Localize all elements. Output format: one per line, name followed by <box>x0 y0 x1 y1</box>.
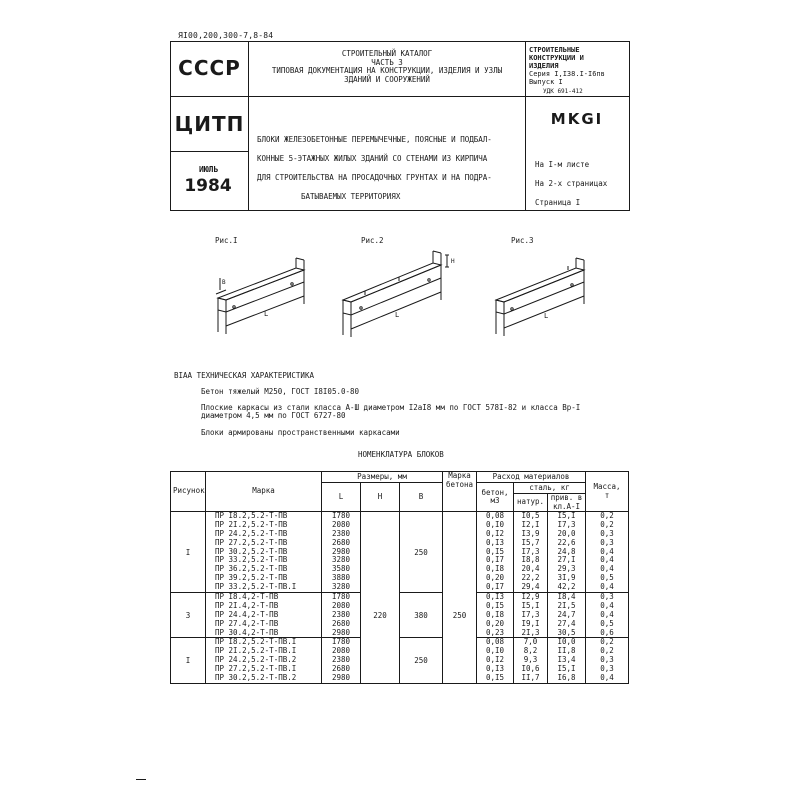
group-1-length: I780 2080 2380 2680 2980 3280 3580 3880 3280 <box>322 512 361 593</box>
spec-concrete: Бетон тяжелый М250, ГОСТ I8I05.0-80 <box>201 387 360 396</box>
group-1-natur: I0,5 I2,I I3,9 I5,7 I7,3 I8,8 20,4 22,2 29,4 <box>514 512 548 593</box>
catalog-heading: СТРОИТЕЛЬНЫЙ КАТАЛОГ ЧАСТЬ 3 ТИПОВАЯ ДОКУМЕНТАЦИЯ НА КОНСТРУКЦИИ, ИЗДЕЛИЯ И УЗЛЫ ЗДАНИЙ И СООРУЖЕНИЙ <box>271 49 503 84</box>
document-code: ЯI00,200,300-7,8-84 <box>178 31 274 40</box>
spec-heading: ВIАА ТЕХНИЧЕСКАЯ ХАРАКТЕРИСТИКА <box>174 371 314 380</box>
page-dash-mark <box>136 779 146 780</box>
document-title: БЛОКИ ЖЕЛЕЗОБЕТОННЫЕ ПЕРЕМЫЧЕЧНЫЕ, ПОЯСНЫЕ И ПОДБАЛ- КОННЫЕ 5-ЭТАЖНЫХ ЖИЛЫХ ЗДАНИЙ СО СТЕНАМИ ИЗ КИРПИЧА ДЛЯ СТРОИТЕЛЬСТВА НА ПРОСАДОЧНЫХ ГРУНТАХ И НА ПОДРА- БАТЫВАЕМЫХ ТЕРРИТОРИЯХ <box>257 135 492 201</box>
table-row-group-1 <box>171 512 629 593</box>
group-2-length: I780 2080 2380 2680 2980 <box>322 593 361 638</box>
group-2-figure: 3 <box>171 593 206 638</box>
col-figure-header: Рисунок <box>171 472 206 512</box>
group-3-beton: 0,08 0,I0 0,I2 0,I3 0,I5 <box>477 638 514 683</box>
col-steel-header: сталь, кг <box>514 483 586 494</box>
group-2-mass: 0,3 0,4 0,4 0,5 0,6 <box>586 593 629 638</box>
table-title: НОМЕНКЛАТУРА БЛОКОВ <box>358 450 444 459</box>
figure-2-beam-drawing <box>325 245 455 345</box>
figure-1-label: Рис.I <box>215 236 238 245</box>
group-1-mass: 0,2 0,2 0,3 0,3 0,4 0,4 0,4 0,5 0,4 <box>586 512 629 593</box>
group-3-marks: ПР I8.2,5.2-Т-ПВ.I ПР 2I.2,5.2-Т-ПВ.I ПР 24.2,5.2-Т-ПВ.2 ПР 27.2,5.2-Т-ПВ.I ПР 30.2,5.2-Т-ПВ.2 <box>206 638 322 683</box>
height-cell <box>361 512 400 593</box>
figure-3-label: Рис.3 <box>511 236 534 245</box>
nomenclature-table <box>170 471 629 684</box>
table-row-group-3 <box>171 638 629 683</box>
height-cell <box>361 638 400 683</box>
col-mass-header: Масса, т <box>586 472 629 512</box>
group-3-width: 250 <box>400 638 443 683</box>
col-b-header: B <box>400 483 443 512</box>
group-1-figure: I <box>171 512 206 593</box>
group-2-prived: I8,4 2I,5 24,7 27,4 30,5 <box>548 593 586 638</box>
dim-l-label: L <box>264 310 269 318</box>
group-2-height: 220 <box>361 593 400 638</box>
col-sizes-header: Размеры, мм <box>322 472 443 483</box>
ussr-label: СССР <box>178 56 241 80</box>
col-beton-header: бетон, м3 <box>477 483 514 512</box>
group-3-figure: I <box>171 638 206 683</box>
col-h-header: H <box>361 483 400 512</box>
sheet-info: На I-м листе На 2-х страницах Страница I <box>535 160 608 207</box>
dim-h-label: H <box>451 258 455 265</box>
citp-label: ЦИТП <box>174 112 245 136</box>
group-1-marks: ПР I8.2,5.2-Т-ПВ ПР 2I.2,5.2-Т-ПВ ПР 24.2,5.2-Т-ПВ ПР 27.2,5.2-Т-ПВ ПР 30.2,5.2-Т-ПВ ПР 33.2,5.2-Т-ПВ ПР 36.2,5.2-Т-ПВ ПР 39.2,5.2-Т-ПВ ПР 33.2,5.2-Т-ПВ.I <box>206 512 322 593</box>
group-1-width: 250 <box>400 512 443 593</box>
group-3-mass: 0,2 0,2 0,3 0,3 0,4 <box>586 638 629 683</box>
dim-b-label: B <box>222 279 226 286</box>
date-month: ИЮЛЬ <box>199 165 219 174</box>
series-info: СТРОИТЕЛЬНЫЕ КОНСТРУКЦИИ И ИЗДЕЛИЯ Серия I,I38.I-I6пв Выпуск I <box>529 46 605 86</box>
group-1-beton: 0,08 0,I0 0,I2 0,I3 0,I5 0,I7 0,I8 0,20 0,I7 <box>477 512 514 593</box>
group-2-marks: ПР I8.4,2-Т-ПВ ПР 2I.4,2-Т-ПВ ПР 24.4,2-Т-ПВ ПР 27.4,2-Т-ПВ ПР 30.4,2-Т-ПВ <box>206 593 322 638</box>
udk-label: УДК 691-412 <box>543 88 583 95</box>
col-prived-header: прив. в кл.А-I <box>548 494 586 512</box>
dim-l-label: L <box>544 312 549 320</box>
catalog-code: MKGI <box>550 110 604 128</box>
concrete-mark-cell <box>443 638 477 683</box>
figure-3-beam-drawing <box>478 250 598 345</box>
spec-frames: Блоки армированы пространственными каркасами <box>201 428 400 437</box>
group-2-concrete-mark: 250 <box>443 593 477 638</box>
col-concrete-mark-header: Марка бетона <box>443 472 477 512</box>
group-1-prived: I5,I I7,3 20,0 22,6 24,8 27,I 29,3 3I,9 42,2 <box>548 512 586 593</box>
date-year: 1984 <box>184 176 232 196</box>
group-3-natur: 7,0 8,2 9,3 I0,6 II,7 <box>514 638 548 683</box>
group-2-natur: I2,9 I5,I I7,3 I9,I 2I,3 <box>514 593 548 638</box>
table-row-group-2 <box>171 593 629 638</box>
col-natur-header: натур. <box>514 494 548 512</box>
col-mark-header: Марка <box>206 472 322 512</box>
group-2-beton: 0,I3 0,I5 0,I8 0,20 0,23 <box>477 593 514 638</box>
figure-2-label: Рис.2 <box>361 236 384 245</box>
figure-1-beam-drawing <box>200 250 320 345</box>
col-l-header: L <box>322 483 361 512</box>
spec-reinforcement: Плоские каркасы из стали класса А-Ш диаметром I2аI8 мм по ГОСТ 578I-82 и класса Вр-I диаметром 4,5 мм по ГОСТ 6727-80 <box>201 403 581 420</box>
group-3-length: I780 2080 2380 2680 2980 <box>322 638 361 683</box>
group-2-width: 380 <box>400 593 443 638</box>
group-3-prived: I0,0 II,8 I3,4 I5,I I6,8 <box>548 638 586 683</box>
concrete-mark-cell <box>443 512 477 593</box>
header-block <box>170 41 630 211</box>
dim-l-label: L <box>395 311 400 319</box>
col-materials-header: Расход материалов <box>477 472 586 483</box>
